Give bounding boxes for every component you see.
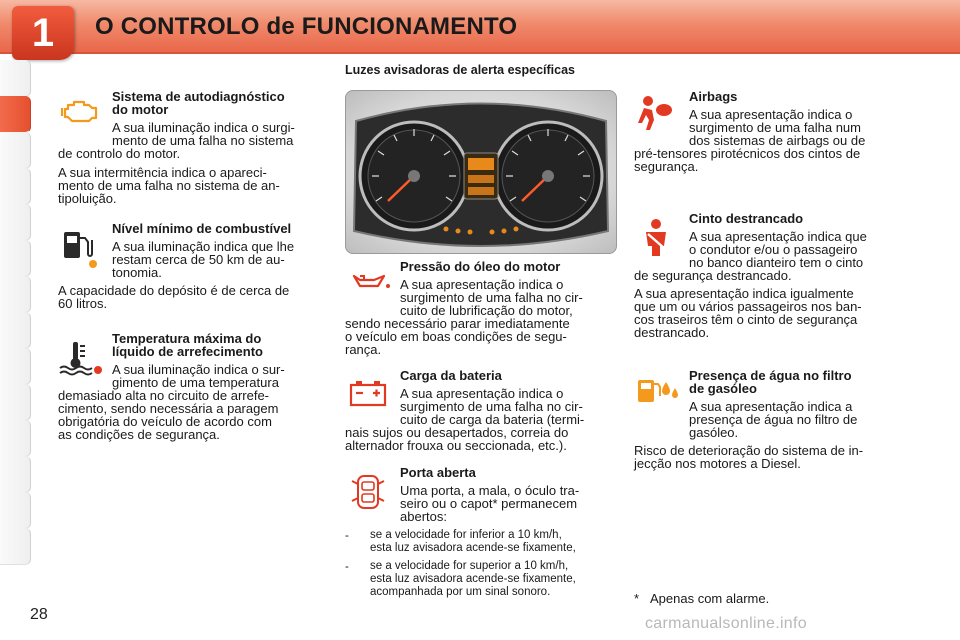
water-in-fuel-icon	[636, 374, 680, 406]
coolant-text: A sua iluminação indica o sur-	[112, 362, 285, 377]
fuel-pump-icon	[60, 228, 102, 270]
fuel-text: A sua iluminação indica que lhe	[112, 239, 295, 254]
chapter-tab[interactable]	[0, 132, 31, 169]
engine-text: A sua iluminação indica o surgi-	[112, 120, 295, 135]
oil-text: cuito de lubrificação do motor,	[400, 303, 573, 318]
battery-text: A sua apresentação indica o	[400, 386, 564, 401]
engine-title-line2: do motor	[112, 102, 169, 117]
oil-text: A sua apresentação indica o	[400, 277, 564, 292]
chapter-tab[interactable]	[0, 168, 31, 205]
battery-text: alternador frouxa ou seccionada, etc.).	[345, 438, 567, 453]
door-text: abertos:	[400, 509, 447, 524]
battery-title: Carga da bateria	[400, 368, 502, 383]
watermark: carmanualsonline.info	[645, 615, 807, 632]
chapter-tab[interactable]	[0, 420, 31, 457]
door-bullet-text: se a velocidade for superior a 10 km/h,	[370, 560, 569, 572]
footnote-mark: *	[634, 591, 640, 606]
battery-text: nais sujos ou desapertados, correia do	[345, 425, 569, 440]
engine-icon	[60, 97, 100, 127]
belt-text: que um ou vários passageiros nos ban-	[634, 299, 862, 314]
fuel-text: A capacidade do depósito é de cerca de	[58, 283, 290, 298]
door-title: Porta aberta	[400, 465, 476, 480]
chapter-badge: 1	[12, 6, 74, 60]
battery-text: surgimento de uma falha no cir-	[400, 399, 583, 414]
oil-can-icon	[350, 270, 392, 292]
instrument-cluster-image	[345, 90, 617, 254]
coolant-temperature-icon	[58, 340, 102, 376]
belt-text: cos traseiros têm o cinto de segurança	[634, 312, 858, 327]
airbag-icon	[636, 94, 676, 132]
page-title: O CONTROLO de FUNCIONAMENTO	[95, 13, 518, 40]
belt-text: destrancado.	[634, 325, 710, 340]
battery-icon	[348, 379, 388, 407]
door-open-icon	[350, 472, 386, 512]
footnote-text: Apenas com alarme.	[650, 591, 770, 606]
chapter-tab[interactable]	[0, 528, 31, 565]
coolant-title-line2: líquido de arrefecimento	[112, 344, 263, 359]
coolant-text: gimento de uma temperatura	[112, 375, 279, 390]
chapter-tab[interactable]	[0, 312, 31, 349]
bullet-dash: -	[345, 530, 349, 542]
chapter-tab[interactable]	[0, 276, 31, 313]
bullet-dash: -	[345, 561, 349, 573]
page-number: 28	[30, 606, 48, 623]
oil-text: surgimento de uma falha no cir-	[400, 290, 583, 305]
oil-title: Pressão do óleo do motor	[400, 259, 561, 274]
door-bullet-text: acompanhada por um sinal sonoro.	[370, 586, 551, 598]
airbags-text: pré-tensores pirotécnicos dos cintos de	[634, 146, 861, 161]
coolant-title-line1: Temperatura máxima do	[112, 331, 262, 346]
chapter-tab[interactable]	[0, 204, 31, 241]
water-title-line1: Presença de água no filtro	[689, 368, 852, 383]
door-bullet-text: esta luz avisadora acende-se fixamente,	[370, 542, 576, 554]
engine-text: tipoluição.	[58, 191, 117, 206]
page-header	[0, 0, 960, 54]
water-text: A sua apresentação indica a	[689, 399, 853, 414]
airbags-text: dos sistemas de airbags ou de	[689, 133, 866, 148]
airbags-text: segurança.	[634, 159, 699, 174]
fuel-text: tonomia.	[112, 265, 162, 280]
chapter-tab[interactable]	[0, 456, 31, 493]
airbags-text: surgimento de uma falha num	[689, 120, 861, 135]
chapter-tab-active[interactable]	[0, 96, 31, 133]
chapter-tab[interactable]	[0, 384, 31, 421]
fuel-text: 60 litros.	[58, 296, 108, 311]
airbags-title: Airbags	[689, 89, 738, 104]
coolant-text: cimento, sendo necessária a paragem	[58, 401, 279, 416]
water-text: Risco de deterioração do sistema de in-	[634, 443, 864, 458]
water-text: presença de água no filtro de	[689, 412, 858, 427]
door-text: Uma porta, a mala, o óculo tra-	[400, 483, 580, 498]
section-heading: Luzes avisadoras de alerta específicas	[345, 63, 575, 77]
door-bullet-text: se a velocidade for inferior a 10 km/h,	[370, 529, 562, 541]
oil-text: o veículo em boas condições de segu-	[345, 329, 567, 344]
water-text: jecção nos motores a Diesel.	[634, 456, 801, 471]
chapter-tab[interactable]	[0, 492, 31, 529]
belt-text: o condutor e/ou o passageiro	[689, 242, 858, 257]
engine-text: de controlo do motor.	[58, 146, 181, 161]
belt-text: A sua apresentação indica que	[689, 229, 867, 244]
coolant-text: as condições de segurança.	[58, 427, 220, 442]
belt-title: Cinto destrancado	[689, 211, 804, 226]
door-text: seiro ou o capot* permanecem	[400, 496, 578, 511]
coolant-text: obrigatória do veículo de acordo com	[58, 414, 272, 429]
chapter-tab[interactable]	[0, 60, 31, 97]
chapter-tab[interactable]	[0, 348, 31, 385]
coolant-text: demasiado alta no circuito de arrefe-	[58, 388, 270, 403]
airbags-text: A sua apresentação indica o	[689, 107, 853, 122]
engine-text: mento de uma falha no sistema	[112, 133, 294, 148]
engine-text: A sua intermitência indica o apareci-	[58, 165, 267, 180]
oil-text: rança.	[345, 342, 382, 357]
engine-text: mento de uma falha no sistema de an-	[58, 178, 280, 193]
belt-text: no banco dianteiro tem o cinto	[689, 255, 864, 270]
belt-text: A sua apresentação indica igualmente	[634, 286, 854, 301]
seatbelt-icon	[640, 218, 672, 258]
fuel-title: Nível mínimo de combustível	[112, 221, 292, 236]
fuel-text: restam cerca de 50 km de au-	[112, 252, 285, 267]
instrument-cluster-drawing	[346, 91, 616, 253]
water-text: gasóleo.	[689, 425, 739, 440]
engine-title-line1: Sistema de autodiagnóstico	[112, 89, 285, 104]
battery-text: cuito de carga da bateria (termi-	[400, 412, 585, 427]
chapter-tab-rail	[0, 60, 34, 580]
belt-text: de segurança destrancado.	[634, 268, 792, 283]
chapter-tab[interactable]	[0, 240, 31, 277]
water-title-line2: de gasóleo	[689, 381, 757, 396]
door-bullet-text: esta luz avisadora acende-se fixamente,	[370, 573, 576, 585]
oil-text: sendo necessário parar imediatamente	[345, 316, 570, 331]
